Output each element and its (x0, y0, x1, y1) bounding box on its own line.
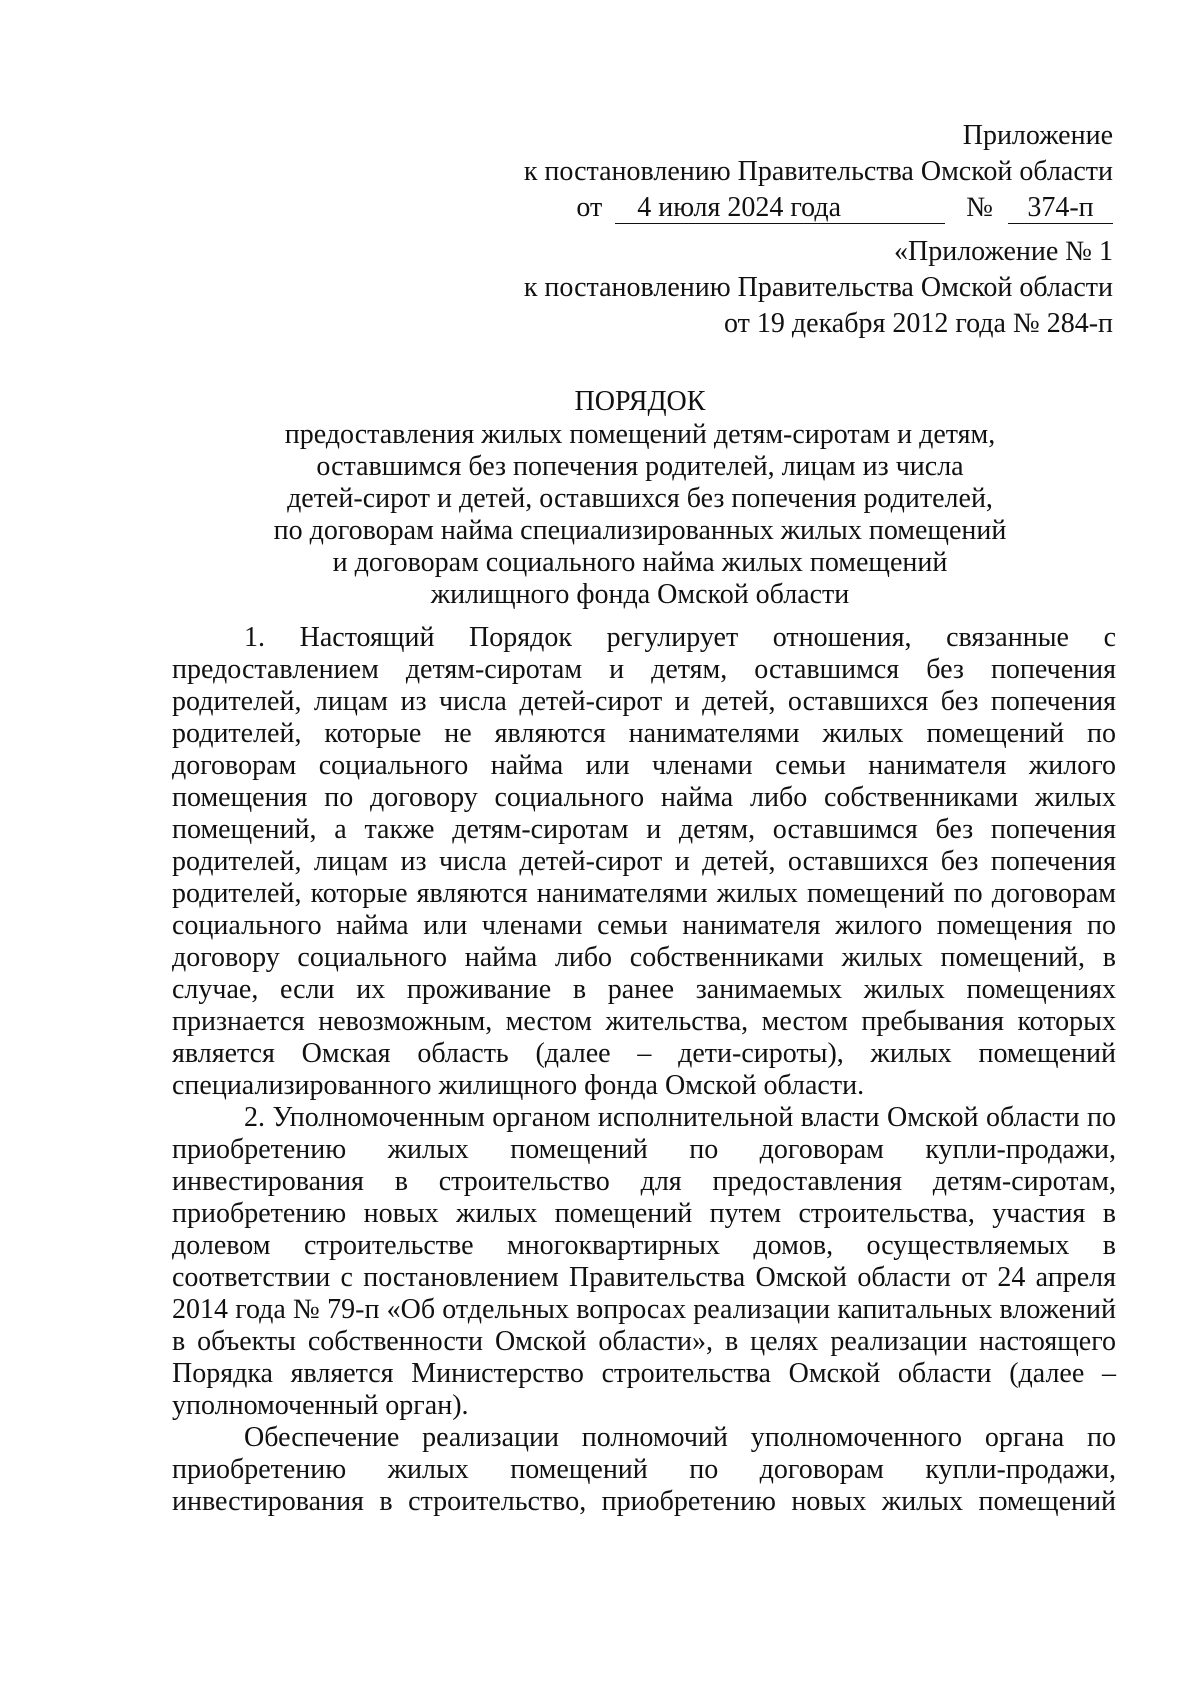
resolution-reference: к постановлению Правительства Омской области (523, 156, 1113, 187)
paragraph-1: 1. Настоящий Порядок регулирует отношения, связанные с предоставлением детям-сиротам и детям, оставшимся без попечения родителей, лицам из числа детей-сирот и детей, оставшихся без попечения родителей, которые не являются нанимателями жилых помещений по договорам социального найма или членами семьи нанимателя жилого помещения по договору социального найма либо собственниками жилых помещений, а также детям-сиротам и детям, оставшимся без попечения родителей, лицам из числа детей-сирот и детей, оставшихся без попечения родителей, которые являются нанимателями жилых помещений по договорам социального найма или членами семьи нанимателя жилого помещения по договору социального найма либо собственниками жилых помещений, в случае, если их проживание в ранее занимаемых жилых помещениях признается невозможным, местом жительства, местом пребывания которых является Омская область (далее – дети-сироты), жилых помещений специализированного жилищного фонда Омской области. (172, 622, 1116, 1101)
subtitle-line: детей-сирот и детей, оставшихся без попечения родителей, (287, 483, 993, 514)
subtitle-line: и договорам социального найма жилых помещений (332, 547, 948, 578)
subtitle-line: оставшимся без попечения родителей, лицам из числа (316, 451, 964, 482)
original-appendix-label: «Приложение № 1 (894, 236, 1113, 267)
resolution-date-number (524, 190, 1113, 226)
original-appendix (524, 234, 1113, 342)
number-sign: № (966, 192, 993, 223)
paragraph-3: Обеспечение реализации полномочий уполномоченного органа по приобретению жилых помещений по договорам купли-продажи, инвестирования в строительство, приобретению новых жилых помещений (172, 1422, 1116, 1517)
date-prefix: от (576, 192, 603, 223)
appendix-header (524, 118, 1113, 226)
document-body (172, 622, 1116, 1518)
date-value: 4 июля 2024 года (615, 193, 945, 224)
number-value: 374-п (1008, 193, 1113, 224)
subtitle-line: жилищного фонда Омской области (430, 579, 850, 610)
subtitle-line: предоставления жилых помещений детям-сиротам и детям, (284, 419, 996, 450)
subtitle-line: по договорам найма специализированных жилых помещений (273, 515, 1007, 546)
title-heading: ПОРЯДОК (574, 386, 706, 417)
appendix-label: Приложение (962, 120, 1113, 151)
paragraph-2: 2. Уполномоченным органом исполнительной власти Омской области по приобретению жилых помещений по договорам купли-продажи, инвестирования в строительство для предоставления детям-сиротам, приобретению новых жилых помещений путем строительства, участия в долевом строительстве многоквартирных домов, осуществляемых в соответствии с постановлением Правительства Омской области от 24 апреля 2014 года № 79-п «Об отдельных вопросах реализации капитальных вложений в объекты собственности Омской области», в целях реализации настоящего Порядка является Министерство строительства Омской области (далее – уполномоченный орган). (172, 1102, 1116, 1421)
original-appendix-date: от 19 декабря 2012 года № 284-п (724, 308, 1113, 339)
document-title (170, 385, 1110, 611)
original-appendix-resolution: к постановлению Правительства Омской области (523, 272, 1113, 303)
